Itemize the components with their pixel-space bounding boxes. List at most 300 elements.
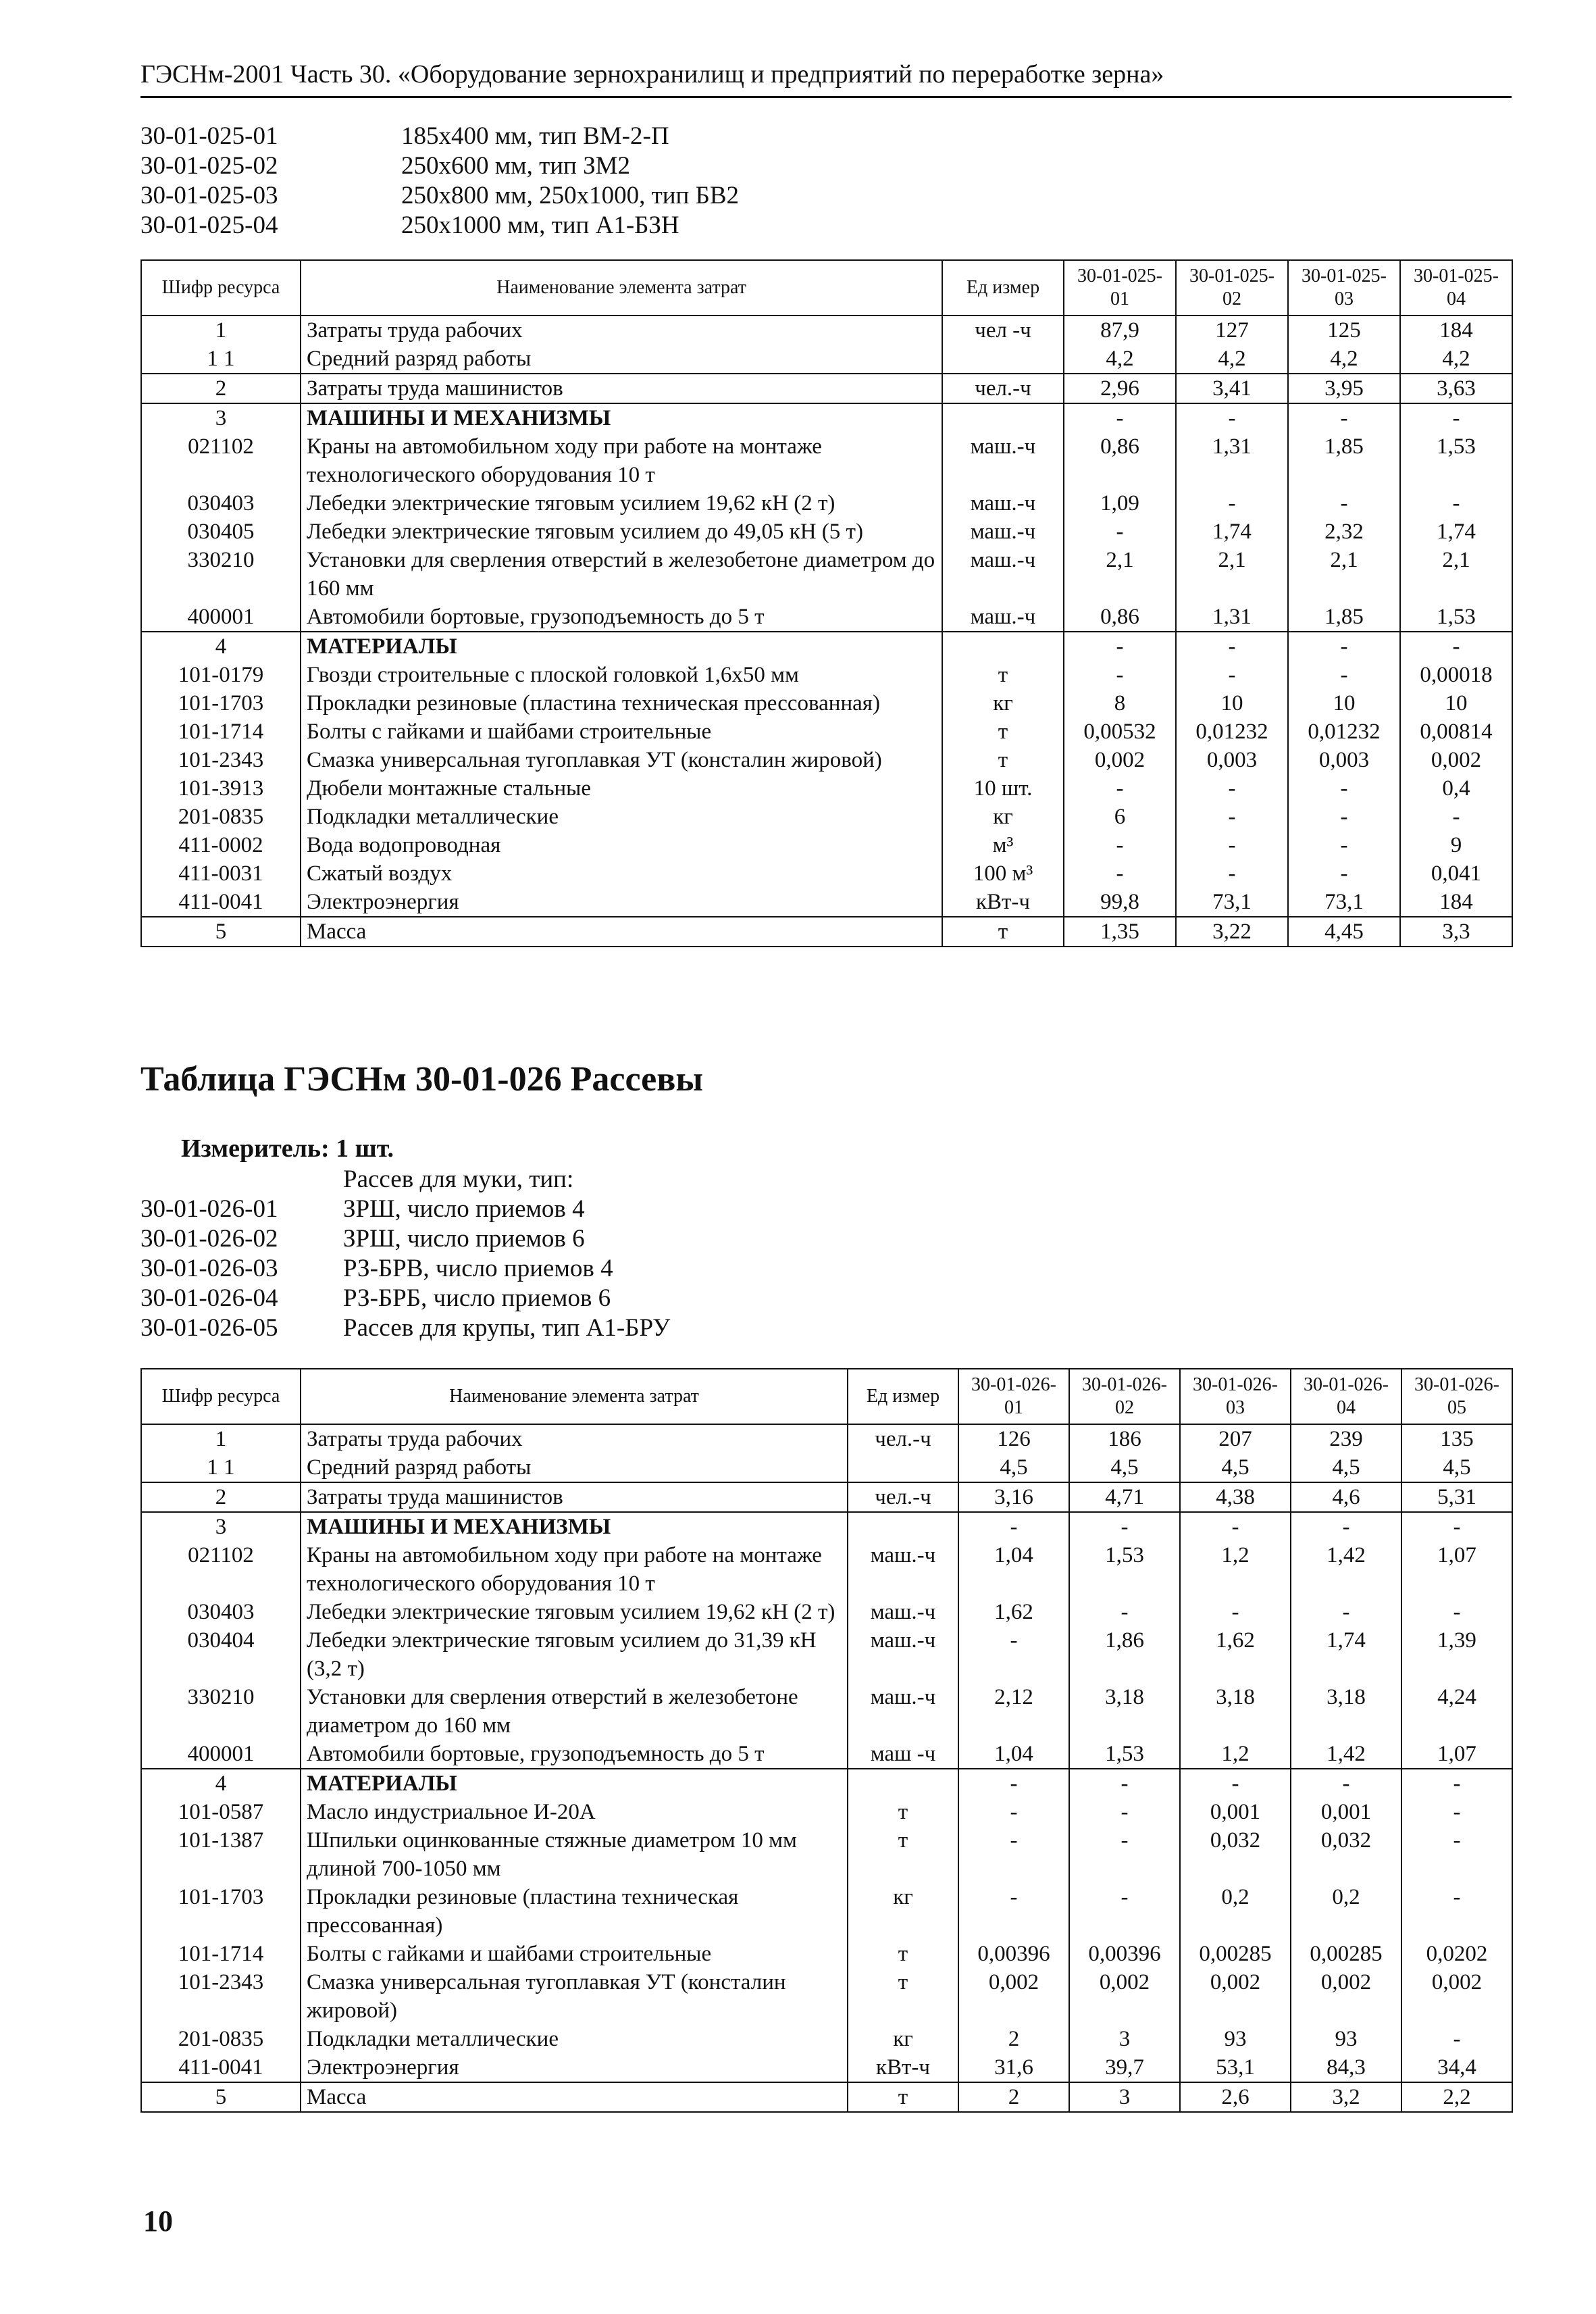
value-cell: -	[958, 1826, 1069, 1883]
value-cell: -	[1064, 774, 1176, 803]
value-cell: 0,01232	[1176, 718, 1288, 746]
value-cell: -	[1400, 803, 1512, 831]
table-row	[141, 345, 1512, 374]
value-cell: -	[1064, 661, 1176, 689]
unit-cell: т	[942, 917, 1064, 947]
value-cell: -	[1064, 518, 1176, 546]
value-cell: 4,5	[1291, 1453, 1401, 1482]
cost-element-name: Затраты труда рабочих	[301, 1424, 848, 1453]
value-cell: 1,04	[958, 1541, 1069, 1598]
value-cell: 127	[1176, 316, 1288, 345]
table-row	[141, 403, 1512, 432]
column-header: Наименование элемента затрат	[301, 1369, 848, 1424]
value-cell: 1,62	[958, 1598, 1069, 1626]
table-row	[141, 1453, 1512, 1482]
item-code: 30-01-025-02	[140, 152, 278, 180]
value-cell: 0,002	[1069, 1968, 1180, 2025]
unit-cell: кВт-ч	[942, 888, 1064, 917]
table-row	[141, 603, 1512, 632]
resource-code: 030403	[141, 489, 301, 518]
value-cell: 10	[1400, 689, 1512, 718]
value-cell: 4,5	[958, 1453, 1069, 1482]
cost-element-name: Электроэнергия	[301, 888, 942, 917]
value-cell: -	[1291, 1512, 1401, 1541]
unit-cell	[848, 1769, 958, 1798]
cost-element-name: Средний разряд работы	[301, 345, 942, 374]
cost-element-name: Лебедки электрические тяговым усилием до 31,39 кН (3,2 т)	[301, 1626, 848, 1683]
value-cell: 0,0202	[1401, 1940, 1512, 1968]
unit-cell: т	[848, 1968, 958, 2025]
cost-element-name: Лебедки электрические тяговым усилием 19,62 кН (2 т)	[301, 1598, 848, 1626]
table-row	[141, 859, 1512, 888]
value-cell: -	[1176, 859, 1288, 888]
resource-code: 101-2343	[141, 1968, 301, 2025]
value-cell: 4,71	[1069, 1482, 1180, 1512]
table-row	[141, 546, 1512, 603]
value-cell: -	[1064, 831, 1176, 859]
cost-element-name: Средний разряд работы	[301, 1453, 848, 1482]
value-cell: 0,032	[1291, 1826, 1401, 1883]
resource-code: 2	[141, 374, 301, 403]
value-cell: 4,5	[1401, 1453, 1512, 1482]
value-cell: 0,00814	[1400, 718, 1512, 746]
value-cell: 2,12	[958, 1683, 1069, 1740]
column-header: Шифр ресурса	[141, 260, 301, 316]
item-code: 30-01-025-04	[140, 211, 278, 239]
value-cell: 239	[1291, 1424, 1401, 1453]
value-cell: 2,6	[1180, 2082, 1291, 2112]
cost-element-name: Смазка универсальная тугоплавкая УТ (консталин жировой)	[301, 1968, 848, 2025]
resource-code: 101-0179	[141, 661, 301, 689]
code-intro-text: Рассев для муки, тип:	[343, 1165, 574, 1193]
value-cell: -	[1401, 1798, 1512, 1826]
value-cell: -	[958, 1512, 1069, 1541]
column-header: Ед измер	[848, 1369, 958, 1424]
value-cell: 126	[958, 1424, 1069, 1453]
resource-code: 101-1387	[141, 1826, 301, 1883]
resource-code: 400001	[141, 603, 301, 632]
column-header: 30-01-025-04	[1400, 260, 1512, 316]
value-cell: 3,18	[1180, 1683, 1291, 1740]
value-cell: 0,002	[1180, 1968, 1291, 2025]
value-cell: 1,53	[1069, 1740, 1180, 1769]
value-cell: -	[1400, 489, 1512, 518]
value-cell: 0,00396	[958, 1940, 1069, 1968]
resource-code: 1 1	[141, 345, 301, 374]
value-cell: 3,18	[1069, 1683, 1180, 1740]
value-cell: -	[1176, 489, 1288, 518]
resource-code: 411-0031	[141, 859, 301, 888]
code-list-row	[140, 1224, 670, 1254]
resource-code: 400001	[141, 1740, 301, 1769]
cost-element-name: Автомобили бортовые, грузоподъемность до 5 т	[301, 603, 942, 632]
value-cell: 99,8	[1064, 888, 1176, 917]
value-cell: -	[1401, 1883, 1512, 1940]
value-cell: 0,002	[958, 1968, 1069, 2025]
resource-code: 411-0041	[141, 888, 301, 917]
value-cell: 3,16	[958, 1482, 1069, 1512]
value-cell: 1,35	[1064, 917, 1176, 947]
value-cell: -	[958, 1769, 1069, 1798]
unit-cell	[942, 632, 1064, 661]
value-cell: 87,9	[1064, 316, 1176, 345]
value-cell: 4,45	[1288, 917, 1400, 947]
value-cell: -	[1288, 831, 1400, 859]
item-description: 250x1000 мм, тип А1-БЗН	[401, 211, 679, 239]
value-cell: 4,2	[1176, 345, 1288, 374]
value-cell: -	[1291, 1769, 1401, 1798]
cost-element-name: Сжатый воздух	[301, 859, 942, 888]
value-cell: -	[1180, 1598, 1291, 1626]
value-cell: -	[1069, 1883, 1180, 1940]
item-description: 250x600 мм, тип ЗМ2	[401, 152, 631, 180]
value-cell: -	[1180, 1512, 1291, 1541]
unit-cell: т	[848, 2082, 958, 2112]
value-cell: 0,00285	[1291, 1940, 1401, 1968]
value-cell: -	[1069, 1512, 1180, 1541]
column-header: 30-01-026-03	[1180, 1369, 1291, 1424]
value-cell: -	[1401, 1512, 1512, 1541]
value-cell: 6	[1064, 803, 1176, 831]
value-cell: 0,4	[1400, 774, 1512, 803]
value-cell: 2	[958, 2025, 1069, 2053]
resource-code: 4	[141, 632, 301, 661]
resource-code: 101-1703	[141, 1883, 301, 1940]
cost-element-name: Гвозди строительные с плоской головкой 1,6x50 мм	[301, 661, 942, 689]
value-cell: 0,001	[1180, 1798, 1291, 1826]
table-title: Таблица ГЭСНм 30-01-026 Рассевы	[140, 1060, 703, 1099]
resource-code: 411-0041	[141, 2053, 301, 2082]
unit-cell: 100 м³	[942, 859, 1064, 888]
resource-code: 5	[141, 2082, 301, 2112]
value-cell: 184	[1400, 888, 1512, 917]
unit-cell	[848, 1453, 958, 1482]
value-cell: 2,32	[1288, 518, 1400, 546]
cost-element-name: Краны на автомобильном ходу при работе на монтаже технологического оборудования 10 т	[301, 1541, 848, 1598]
unit-cell	[848, 1512, 958, 1541]
item-code: 30-01-026-04	[140, 1284, 278, 1312]
value-cell: 1,2	[1180, 1740, 1291, 1769]
resource-code: 1	[141, 1424, 301, 1453]
norm-table-025	[140, 259, 1513, 947]
unit-cell: маш -ч	[848, 1740, 958, 1769]
resource-code: 021102	[141, 1541, 301, 1598]
table-row	[141, 1626, 1512, 1683]
table-row	[141, 1424, 1512, 1453]
value-cell: 4,5	[1069, 1453, 1180, 1482]
value-cell: 1,86	[1069, 1626, 1180, 1683]
value-cell: 0,032	[1180, 1826, 1291, 1883]
table-row	[141, 746, 1512, 774]
item-code-list-026	[140, 1165, 670, 1343]
cost-element-name: Болты с гайками и шайбами строительные	[301, 1940, 848, 1968]
cost-element-name: Установки для сверления отверстий в железобетоне диаметром до 160 мм	[301, 546, 942, 603]
value-cell: -	[1176, 774, 1288, 803]
unit-cell	[942, 403, 1064, 432]
unit-cell: маш.-ч	[848, 1626, 958, 1683]
unit-cell: т	[848, 1798, 958, 1826]
cost-element-name: МАТЕРИАЛЫ	[301, 632, 942, 661]
page-number: 10	[143, 2205, 173, 2238]
resource-code: 101-1703	[141, 689, 301, 718]
column-header: 30-01-026-01	[958, 1369, 1069, 1424]
resource-code: 021102	[141, 432, 301, 489]
cost-element-name: Краны на автомобильном ходу при работе на монтаже технологического оборудования 10 т	[301, 432, 942, 489]
item-code-list-025	[140, 122, 739, 241]
cost-element-name: Шпильки оцинкованные стяжные диаметром 10 мм длиной 700-1050 мм	[301, 1826, 848, 1883]
cost-element-name: Лебедки электрические тяговым усилием 19,62 кН (2 т)	[301, 489, 942, 518]
cost-element-name: МАШИНЫ И МЕХАНИЗМЫ	[301, 403, 942, 432]
value-cell: -	[1291, 1598, 1401, 1626]
value-cell: 4,2	[1400, 345, 1512, 374]
value-cell: -	[1176, 803, 1288, 831]
cost-element-name: Подкладки металлические	[301, 803, 942, 831]
table-row	[141, 1826, 1512, 1883]
code-list-row	[140, 1284, 670, 1313]
value-cell: 4,6	[1291, 1482, 1401, 1512]
value-cell: 1,07	[1401, 1740, 1512, 1769]
code-list-row	[140, 1313, 670, 1343]
table-row	[141, 1512, 1512, 1541]
value-cell: -	[1288, 774, 1400, 803]
value-cell: 1,74	[1291, 1626, 1401, 1683]
value-cell: 4,24	[1401, 1683, 1512, 1740]
cost-element-name: Электроэнергия	[301, 2053, 848, 2082]
table-row	[141, 1769, 1512, 1798]
value-cell: 0,001	[1291, 1798, 1401, 1826]
column-header: 30-01-026-04	[1291, 1369, 1401, 1424]
unit-cell: маш.-ч	[848, 1541, 958, 1598]
cost-element-name: Прокладки резиновые (пластина техническая прессованная)	[301, 689, 942, 718]
code-list-row	[140, 151, 739, 181]
value-cell: -	[1288, 403, 1400, 432]
value-cell: 1,53	[1069, 1541, 1180, 1598]
norm-table-026	[140, 1368, 1513, 2113]
resource-code: 4	[141, 1769, 301, 1798]
table-row	[141, 1482, 1512, 1512]
table-row	[141, 661, 1512, 689]
value-cell: 0,002	[1401, 1968, 1512, 2025]
cost-element-name: Масло индустриальное И-20А	[301, 1798, 848, 1826]
value-cell: 0,2	[1180, 1883, 1291, 1940]
unit-cell	[942, 345, 1064, 374]
resource-code: 1	[141, 316, 301, 345]
table-row	[141, 2053, 1512, 2082]
item-description: 250x800 мм, 250x1000, тип БВ2	[401, 182, 740, 209]
column-header: Шифр ресурса	[141, 1369, 301, 1424]
cost-element-name: Подкладки металлические	[301, 2025, 848, 2053]
cost-element-name: Масса	[301, 2082, 848, 2112]
value-cell: -	[1288, 489, 1400, 518]
unit-cell: кг	[942, 803, 1064, 831]
value-cell: 4,38	[1180, 1482, 1291, 1512]
value-cell: 4,2	[1064, 345, 1176, 374]
value-cell: 3,95	[1288, 374, 1400, 403]
value-cell: 0,003	[1176, 746, 1288, 774]
resource-code: 030404	[141, 1626, 301, 1683]
value-cell: 93	[1180, 2025, 1291, 2053]
resource-code: 101-0587	[141, 1798, 301, 1826]
resource-code: 101-3913	[141, 774, 301, 803]
value-cell: 2,2	[1401, 2082, 1512, 2112]
resource-code: 5	[141, 917, 301, 947]
resource-code: 330210	[141, 1683, 301, 1740]
value-cell: 34,4	[1401, 2053, 1512, 2082]
table-row	[141, 1598, 1512, 1626]
value-cell: 0,002	[1064, 746, 1176, 774]
table-row	[141, 2025, 1512, 2053]
resource-code: 201-0835	[141, 803, 301, 831]
table-row	[141, 1740, 1512, 1769]
value-cell: 2,1	[1064, 546, 1176, 603]
value-cell: 3,3	[1400, 917, 1512, 947]
resource-code: 101-1714	[141, 1940, 301, 1968]
unit-cell: т	[942, 718, 1064, 746]
value-cell: -	[1288, 803, 1400, 831]
table-row	[141, 917, 1512, 947]
value-cell: -	[1176, 403, 1288, 432]
value-cell: 5,31	[1401, 1482, 1512, 1512]
value-cell: -	[1180, 1769, 1291, 1798]
page-header: ГЭСНм-2001 Часть 30. «Оборудование зернохранилищ и предприятий по переработке зерна»	[140, 59, 1512, 98]
item-code: 30-01-026-02	[140, 1225, 278, 1253]
code-list-row	[140, 1194, 670, 1224]
value-cell: -	[1401, 1826, 1512, 1883]
value-cell: -	[1064, 632, 1176, 661]
value-cell: -	[1288, 661, 1400, 689]
cost-element-name: Автомобили бортовые, грузоподъемность до 5 т	[301, 1740, 848, 1769]
value-cell: 39,7	[1069, 2053, 1180, 2082]
value-cell: 1,62	[1180, 1626, 1291, 1683]
item-description: РЗ-БРБ, число приемов 6	[343, 1284, 611, 1312]
resource-code: 101-1714	[141, 718, 301, 746]
value-cell: 1,74	[1400, 518, 1512, 546]
table-row	[141, 2082, 1512, 2112]
value-cell: -	[1176, 661, 1288, 689]
unit-cell: маш.-ч	[942, 432, 1064, 489]
cost-element-name: Болты с гайками и шайбами строительные	[301, 718, 942, 746]
value-cell: -	[1401, 1769, 1512, 1798]
code-spacer	[140, 1165, 343, 1194]
table-row	[141, 718, 1512, 746]
item-description: 185x400 мм, тип ВМ-2-П	[401, 122, 669, 150]
column-header: 30-01-026-02	[1069, 1369, 1180, 1424]
value-cell: 10	[1176, 689, 1288, 718]
value-cell: 2,1	[1176, 546, 1288, 603]
value-cell: 1,74	[1176, 518, 1288, 546]
value-cell: 3,63	[1400, 374, 1512, 403]
value-cell: -	[958, 1883, 1069, 1940]
value-cell: 10	[1288, 689, 1400, 718]
unit-cell: чел -ч	[942, 316, 1064, 345]
table-row	[141, 774, 1512, 803]
table-row	[141, 1683, 1512, 1740]
value-cell: -	[1288, 859, 1400, 888]
cost-element-name: Затраты труда рабочих	[301, 316, 942, 345]
value-cell: 125	[1288, 316, 1400, 345]
unit-cell: кг	[942, 689, 1064, 718]
value-cell: 1,2	[1180, 1541, 1291, 1598]
column-header: 30-01-025-02	[1176, 260, 1288, 316]
value-cell: 1,04	[958, 1740, 1069, 1769]
code-list-row	[140, 211, 739, 241]
column-header: Наименование элемента затрат	[301, 260, 942, 316]
item-code: 30-01-026-05	[140, 1314, 278, 1342]
resource-code: 101-2343	[141, 746, 301, 774]
value-cell: -	[1176, 831, 1288, 859]
table-row	[141, 1940, 1512, 1968]
value-cell: 0,00285	[1180, 1940, 1291, 1968]
unit-cell: 10 шт.	[942, 774, 1064, 803]
code-list-intro	[140, 1165, 670, 1194]
item-code: 30-01-026-03	[140, 1255, 278, 1282]
column-header: 30-01-025-03	[1288, 260, 1400, 316]
cost-element-name: Вода водопроводная	[301, 831, 942, 859]
unit-cell: маш.-ч	[942, 546, 1064, 603]
value-cell: -	[1176, 632, 1288, 661]
value-cell: 0,00018	[1400, 661, 1512, 689]
value-cell: 184	[1400, 316, 1512, 345]
value-cell: 3,2	[1291, 2082, 1401, 2112]
resource-code: 030403	[141, 1598, 301, 1626]
value-cell: 1,53	[1400, 603, 1512, 632]
item-description: ЗРШ, число приемов 4	[343, 1195, 585, 1223]
resource-code: 3	[141, 1512, 301, 1541]
value-cell: -	[1400, 403, 1512, 432]
value-cell: 1,31	[1176, 432, 1288, 489]
value-cell: 3,22	[1176, 917, 1288, 947]
cost-element-name: Прокладки резиновые (пластина техническая прессованная)	[301, 1883, 848, 1940]
unit-cell: чел.-ч	[848, 1482, 958, 1512]
code-list-row	[140, 181, 739, 211]
item-code: 30-01-025-03	[140, 182, 278, 209]
value-cell: 0,003	[1288, 746, 1400, 774]
value-cell: 207	[1180, 1424, 1291, 1453]
value-cell: 73,1	[1176, 888, 1288, 917]
value-cell: 0,00396	[1069, 1940, 1180, 1968]
table-row	[141, 803, 1512, 831]
unit-cell: маш.-ч	[942, 489, 1064, 518]
value-cell: 8	[1064, 689, 1176, 718]
value-cell: 84,3	[1291, 2053, 1401, 2082]
value-cell: -	[1401, 1598, 1512, 1626]
unit-cell: маш.-ч	[848, 1598, 958, 1626]
cost-element-name: Смазка универсальная тугоплавкая УТ (консталин жировой)	[301, 746, 942, 774]
value-cell: 0,00532	[1064, 718, 1176, 746]
value-cell: -	[1069, 1769, 1180, 1798]
unit-cell: м³	[942, 831, 1064, 859]
code-list-row	[140, 1254, 670, 1284]
value-cell: 9	[1400, 831, 1512, 859]
value-cell: -	[958, 1798, 1069, 1826]
table-row	[141, 1798, 1512, 1826]
value-cell: 4,2	[1288, 345, 1400, 374]
resource-code: 330210	[141, 546, 301, 603]
unit-cell: т	[942, 746, 1064, 774]
cost-element-name: Установки для сверления отверстий в железобетоне диаметром до 160 мм	[301, 1683, 848, 1740]
value-cell: -	[1069, 1798, 1180, 1826]
value-cell: 0,2	[1291, 1883, 1401, 1940]
value-cell: 135	[1401, 1424, 1512, 1453]
cost-element-name: Масса	[301, 917, 942, 947]
unit-cell: т	[848, 1826, 958, 1883]
unit-cell: т	[848, 1940, 958, 1968]
table-row	[141, 1883, 1512, 1940]
value-cell: 0,041	[1400, 859, 1512, 888]
unit-cell: т	[942, 661, 1064, 689]
value-cell: 73,1	[1288, 888, 1400, 917]
cost-element-name: МАТЕРИАЛЫ	[301, 1769, 848, 1798]
